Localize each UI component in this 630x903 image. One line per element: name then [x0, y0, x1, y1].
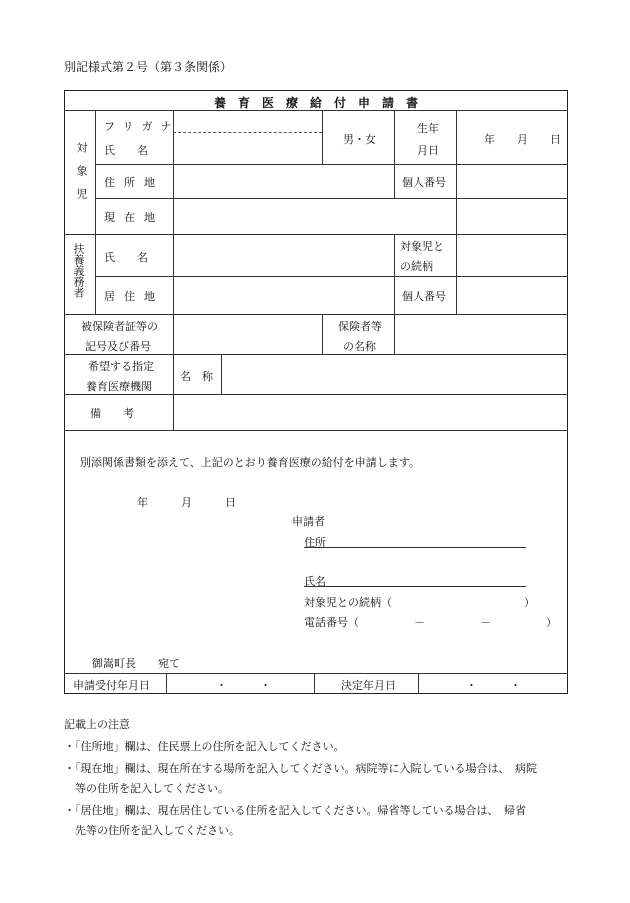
current-location-label: 現在地: [104, 211, 164, 224]
col-divider: [456, 110, 457, 234]
institution-label-2: 養育医療機関: [86, 380, 152, 393]
row-divider: [64, 430, 568, 431]
col-divider: [456, 234, 457, 314]
institution-label-1: 希望する指定: [88, 360, 154, 373]
child-name-label: 氏 名: [104, 144, 148, 157]
form-number: 別記様式第２号（第３条関係）: [64, 60, 233, 74]
row-divider: [64, 673, 568, 674]
note-item: 等の住所を記入してください。: [64, 782, 229, 795]
col-divider: [173, 354, 174, 394]
col-divider: [394, 314, 395, 354]
applicant-address-label: 住所: [304, 536, 326, 549]
row-divider: [95, 276, 568, 277]
col-divider: [173, 314, 174, 354]
birth-label-2: 月日: [417, 144, 439, 157]
relation-label-1: 対象児と: [400, 240, 444, 253]
birth-date-value: 年 月 日: [484, 133, 561, 146]
residence-label: 居住地: [104, 290, 164, 303]
row-divider: [95, 198, 568, 199]
applicant-name-underline: [304, 586, 526, 587]
form-title: 養 育 医 療 給 付 申 請 書: [213, 96, 418, 110]
notes-title: 記載上の注意: [64, 718, 130, 731]
col-divider: [322, 110, 323, 164]
child-individual-number-label: 個人番号: [402, 176, 446, 189]
receipt-date-label: 申請受付年月日: [73, 679, 150, 692]
insurer-label-1: 保険者等: [338, 320, 382, 333]
applicant-phone: 電話番号（ － － ）: [304, 616, 557, 629]
declaration-text: 別添関係書類を添えて、上記のとおり養育医療の給付を申請します。: [80, 456, 420, 469]
guardian-individual-number-label: 個人番号: [402, 290, 446, 303]
decision-date-value: ・ ・: [466, 679, 521, 692]
col-divider: [173, 394, 174, 430]
application-date-line: 年 月 日: [137, 496, 236, 509]
note-item: ・「現在地」欄は、現在所在する場所を記入してください。病院等に入院している場合は、 病院: [64, 762, 537, 775]
row-divider: [64, 234, 568, 235]
col-divider: [166, 673, 167, 694]
institution-name-label: 名 称: [180, 370, 213, 383]
subject-child-section-label: 対象児: [75, 142, 88, 211]
guardian-section-label: 扶養義務者: [72, 243, 85, 298]
birth-label-1: 生年: [417, 122, 439, 135]
note-item: 先等の住所を記入してください。: [64, 824, 240, 837]
col-divider: [314, 673, 315, 694]
insurance-cert-label-2: 記号及び番号: [85, 340, 151, 353]
col-divider: [394, 110, 395, 164]
section-divider: [95, 110, 96, 314]
sex-label: 男・女: [343, 133, 376, 146]
remarks-label: 備 考: [90, 407, 134, 420]
furigana-label: フリガナ: [104, 120, 180, 133]
applicant-label: 申請者: [292, 515, 325, 528]
applicant-relation: 対象児との続柄（ ）: [304, 596, 535, 609]
decision-date-label: 決定年月日: [341, 679, 396, 692]
insurer-label-2: の名称: [343, 340, 376, 353]
col-divider: [418, 673, 419, 694]
address-label: 住所地: [104, 176, 164, 189]
row-divider: [64, 314, 568, 315]
col-divider: [221, 354, 222, 394]
note-item: ・「居住地」欄は、現在居住している住所を記入してください。帰省等している場合は、 帰省: [64, 804, 526, 817]
row-divider: [95, 164, 568, 165]
applicant-address-underline: [304, 547, 526, 548]
col-divider: [322, 314, 323, 354]
col-divider: [394, 164, 395, 198]
receipt-date-value: ・ ・: [216, 679, 271, 692]
applicant-name-label: 氏名: [304, 575, 326, 588]
row-divider: [64, 394, 568, 395]
addressee: 御嵩町長 宛て: [92, 657, 180, 670]
furigana-divider: [173, 132, 322, 133]
row-divider: [64, 354, 568, 355]
col-divider: [394, 234, 395, 314]
relation-label-2: の続柄: [400, 260, 433, 273]
col-divider: [173, 234, 174, 314]
insurance-cert-label-1: 被保険者証等の: [81, 320, 158, 333]
note-item: ・「住所地」欄は、住民票上の住所を記入してください。: [64, 740, 345, 753]
guardian-name-label: 氏 名: [104, 251, 148, 264]
